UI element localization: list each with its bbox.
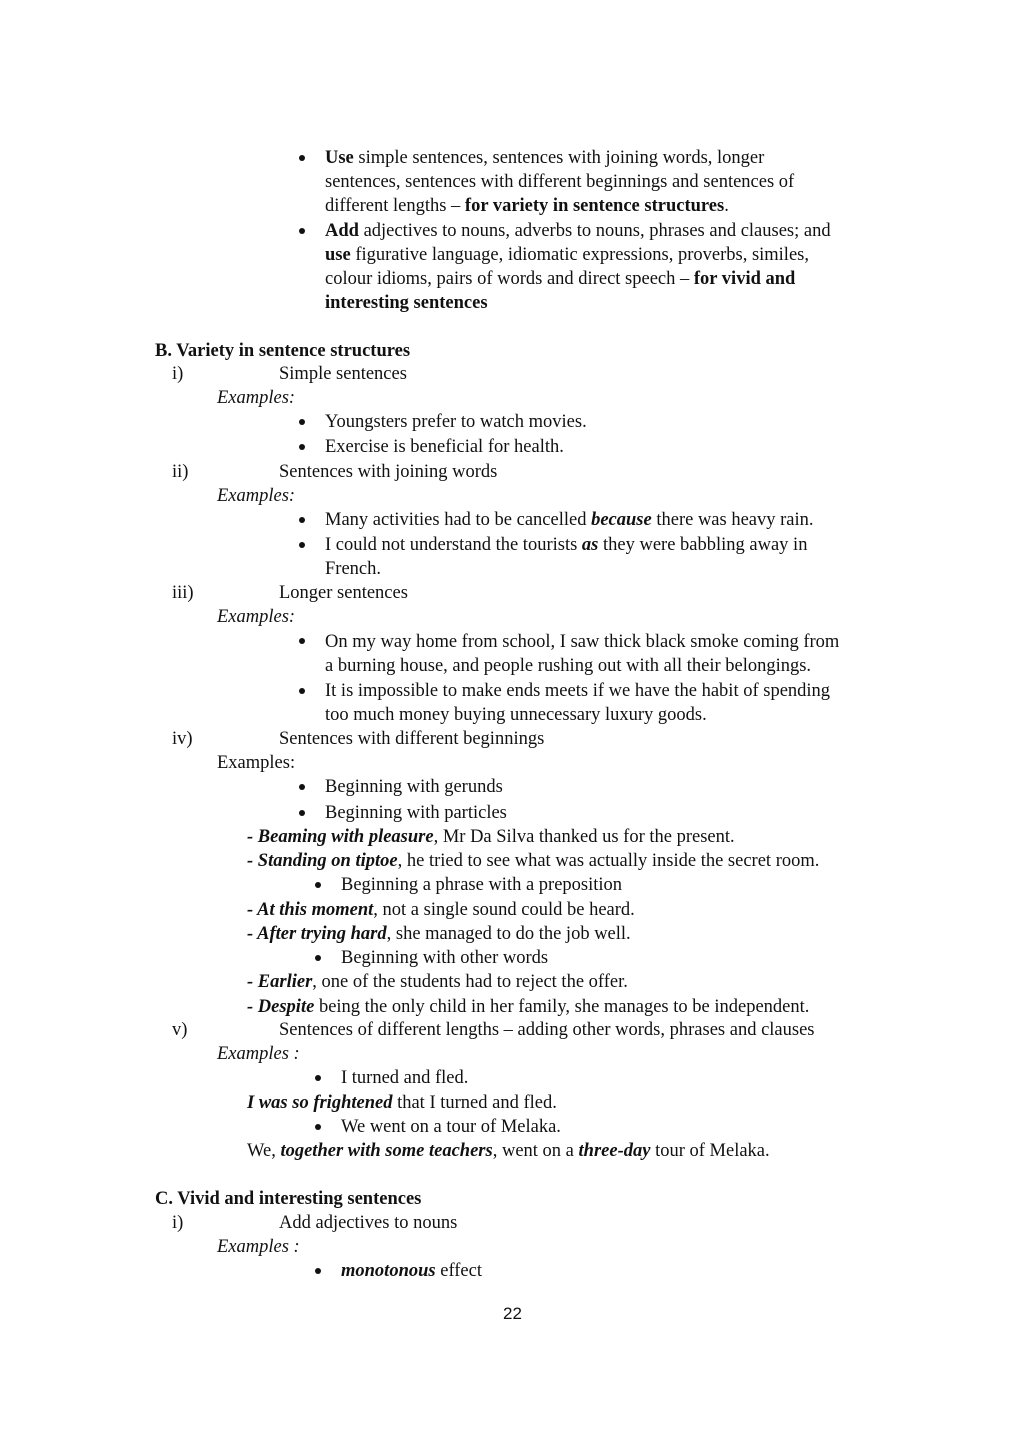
example-sentence: - Despite being the only child in her family, she manages to be independent.	[247, 997, 810, 1017]
intro-bullet-2-line-1: Add adjectives to nouns, adverbs to nouns, phrases and clauses; and	[325, 221, 831, 241]
example-line: Beginning with other words	[341, 948, 549, 968]
example-line: Many activities had to be cancelled because there was heavy rain.	[325, 510, 814, 530]
examples-label: Examples:	[217, 388, 296, 408]
item-number: v)	[172, 1020, 188, 1040]
example-line: On my way home from school, I saw thick black smoke coming from	[325, 632, 840, 652]
intro-bullet-2-line-3: colour idioms, pairs of words and direct speech – for vivid and	[325, 269, 796, 289]
example-line: Beginning with particles	[325, 803, 507, 823]
bullet-icon	[299, 444, 305, 450]
example-line: Exercise is beneficial for health.	[325, 437, 564, 457]
examples-label: Examples:	[217, 607, 296, 627]
item-title: Sentences with different beginnings	[279, 729, 545, 749]
bullet-icon	[299, 542, 305, 548]
bullet-icon	[315, 955, 321, 961]
example-sentence: - At this moment, not a single sound could be heard.	[247, 900, 635, 920]
page-number: 22	[503, 1304, 522, 1323]
example-line: It is impossible to make ends meets if we have the habit of spending	[325, 681, 831, 701]
intro-bullet-2-line-2: use figurative language, idiomatic expressions, proverbs, similes,	[325, 245, 809, 265]
example-sentence: - Beaming with pleasure, Mr Da Silva thanked us for the present.	[247, 827, 735, 847]
bullet-icon	[299, 228, 305, 234]
item-title: Add adjectives to nouns	[279, 1213, 458, 1233]
item-number: ii)	[172, 462, 189, 482]
bullet-icon	[315, 1268, 321, 1274]
examples-label: Examples:	[217, 486, 296, 506]
examples-label: Examples :	[217, 1044, 300, 1064]
intro-bullet-1-line-3: different lengths – for variety in sentence structures.	[325, 196, 729, 216]
example-sentence: - Standing on tiptoe, he tried to see what was actually inside the secret room.	[247, 851, 820, 871]
example-sentence: I was so frightened that I turned and fled.	[247, 1093, 557, 1113]
section-b-heading: B. Variety in sentence structures	[155, 341, 411, 361]
example-line: I could not understand the tourists as they were babbling away in	[325, 535, 808, 555]
item-number: i)	[172, 1213, 184, 1233]
section-c-heading: C. Vivid and interesting sentences	[155, 1189, 422, 1209]
item-number: iv)	[172, 729, 193, 749]
item-title: Longer sentences	[279, 583, 408, 603]
examples-label: Examples :	[217, 1237, 300, 1257]
intro-bullet-1-line-1: Use simple sentences, sentences with joining words, longer	[325, 148, 765, 168]
example-line: Beginning a phrase with a preposition	[341, 875, 623, 895]
bullet-icon	[315, 1075, 321, 1081]
bullet-icon	[299, 688, 305, 694]
item-number: iii)	[172, 583, 194, 603]
example-sentence: - After trying hard, she managed to do the job well.	[247, 924, 631, 944]
intro-bullet-1-line-2: sentences, sentences with different beginnings and sentences of	[325, 172, 795, 192]
item-title: Sentences with joining words	[279, 462, 498, 482]
example-line: monotonous effect	[341, 1261, 482, 1281]
example-line: We went on a tour of Melaka.	[341, 1117, 561, 1137]
bullet-icon	[315, 882, 321, 888]
item-title: Sentences of different lengths – adding other words, phrases and clauses	[279, 1020, 815, 1040]
example-line: I turned and fled.	[341, 1068, 469, 1088]
bullet-icon	[299, 155, 305, 161]
example-line: Youngsters prefer to watch movies.	[325, 412, 587, 432]
example-line: a burning house, and people rushing out with all their belongings.	[325, 656, 812, 676]
bullet-icon	[299, 517, 305, 523]
examples-label: Examples:	[217, 753, 296, 773]
bullet-icon	[299, 810, 305, 816]
bullet-icon	[299, 784, 305, 790]
example-line: Beginning with gerunds	[325, 777, 503, 797]
example-sentence: - Earlier, one of the students had to reject the offer.	[247, 972, 628, 992]
intro-bullet-2-line-4: interesting sentences	[325, 293, 488, 313]
bullet-icon	[315, 1124, 321, 1130]
item-number: i)	[172, 364, 184, 384]
example-sentence: We, together with some teachers, went on a three-day tour of Melaka.	[247, 1141, 770, 1161]
bullet-icon	[299, 638, 305, 644]
item-title: Simple sentences	[279, 364, 407, 384]
example-line: French.	[325, 559, 381, 579]
bullet-icon	[299, 419, 305, 425]
example-line: too much money buying unnecessary luxury goods.	[325, 705, 707, 725]
